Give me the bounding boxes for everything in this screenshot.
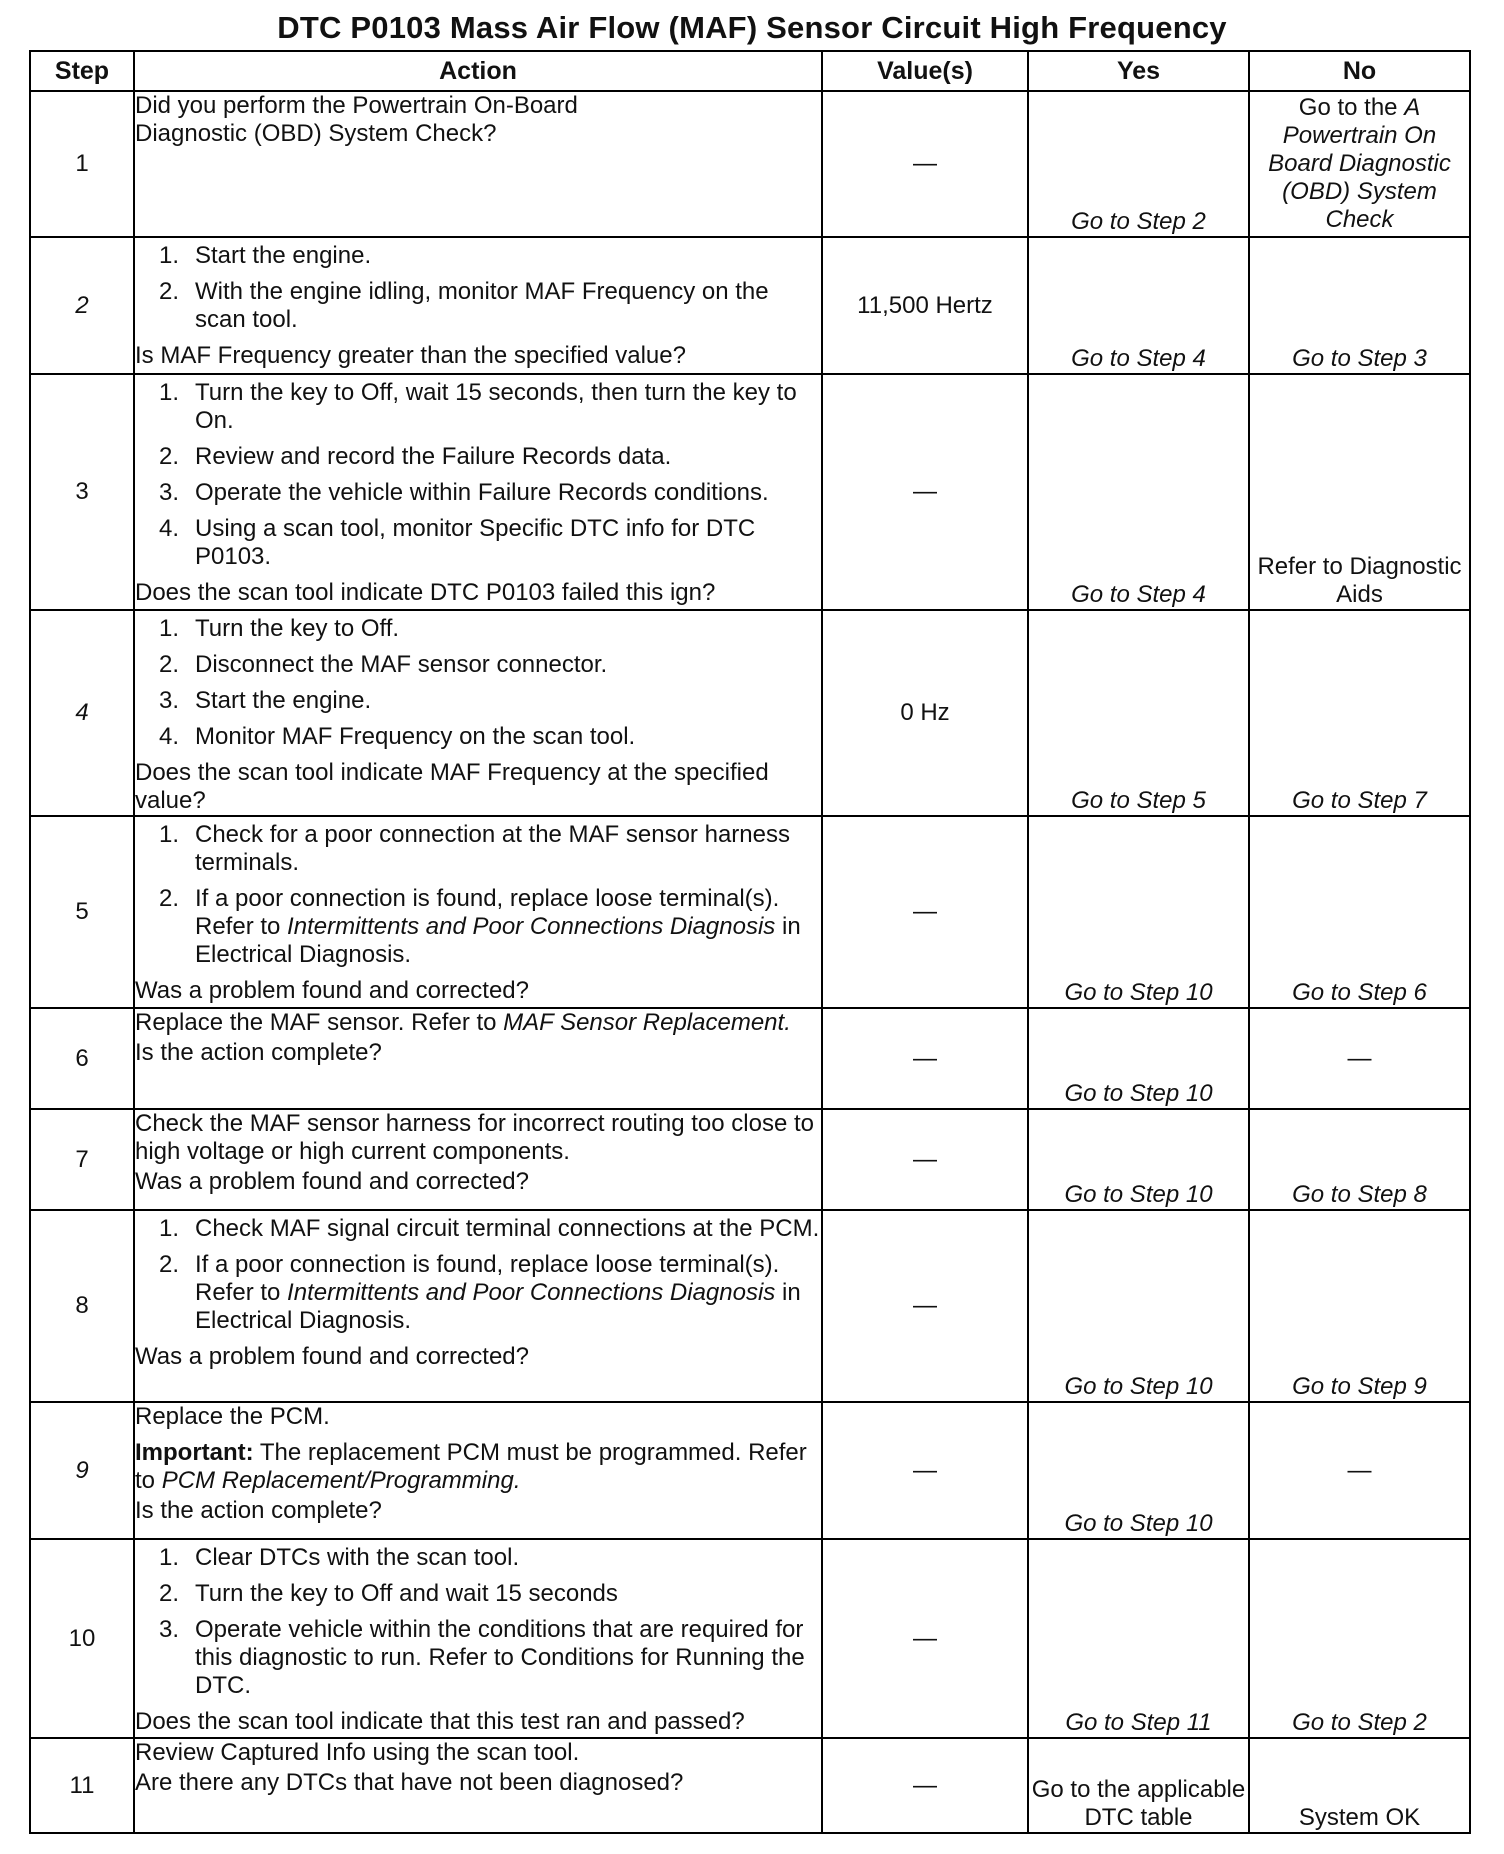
table-row: [30, 374, 1470, 610]
action-question: Does the scan tool indicate that this test ran and passed?: [135, 1708, 745, 1735]
table-row: [30, 237, 1470, 374]
table-row: [30, 1402, 1470, 1539]
action-item: 2. Turn the key to Off and wait 15 seconds: [159, 1580, 618, 1607]
reference-link[interactable]: PCM Replacement/Programming: [161, 1467, 514, 1494]
table-row: [30, 91, 1470, 237]
action-item: 1. Turn the key to Off, wait 15 seconds, then turn the key to On.: [159, 379, 797, 434]
action-cell: [134, 816, 822, 1008]
step-number: 3: [30, 374, 134, 610]
no-cell: —: [1249, 1008, 1470, 1109]
value-cell: —: [822, 91, 1028, 237]
step-number: 5: [30, 816, 134, 1008]
no-link[interactable]: Go to Step 3: [1249, 237, 1470, 374]
action-item: 4. Using a scan tool, monitor Specific DTC info for DTC P0103.: [159, 515, 756, 570]
value-cell: —: [822, 1008, 1028, 1109]
yes-link[interactable]: Go to Step 2: [1028, 91, 1249, 237]
yes-link[interactable]: Go to Step 4: [1028, 374, 1249, 610]
header-action: Action: [134, 51, 822, 91]
action-question: Does the scan tool indicate MAF Frequency at the specified value?: [135, 759, 769, 814]
action-cell: [134, 1210, 822, 1402]
yes-link[interactable]: Go to Step 10: [1028, 1008, 1249, 1109]
no-link[interactable]: Go to Step 7: [1249, 610, 1470, 816]
action-cell: [134, 1539, 822, 1738]
action-item: 4. Monitor MAF Frequency on the scan tool.: [159, 723, 636, 750]
yes-link[interactable]: Go to Step 10: [1028, 816, 1249, 1008]
step-number: 7: [30, 1109, 134, 1210]
value-cell: 11,500 Hertz: [822, 237, 1028, 374]
value-cell: —: [822, 1738, 1028, 1833]
action-list: [135, 821, 821, 969]
value-cell: —: [822, 1539, 1028, 1738]
action-item: 2. If a poor connection is found, replace loose terminal(s). Refer to Intermittents and Poor Connections Diagnosis in Electrical Diagnosis.: [159, 1251, 801, 1334]
no-text: Go to the: [1298, 94, 1398, 121]
value-cell: —: [822, 816, 1028, 1008]
action-item: 1. Check MAF signal circuit terminal connections at the PCM.: [159, 1215, 820, 1242]
header-values: Value(s): [822, 51, 1028, 91]
no-link[interactable]: Go to Step 6: [1249, 816, 1470, 1008]
header-no: No: [1249, 51, 1470, 91]
action-question: Does the scan tool indicate DTC P0103 failed this ign?: [135, 579, 716, 606]
no-cell: System OK: [1249, 1738, 1470, 1833]
no-link[interactable]: Go to Step 8: [1249, 1109, 1470, 1210]
no-cell: —: [1249, 1402, 1470, 1539]
action-item: 1. Clear DTCs with the scan tool.: [159, 1544, 520, 1571]
diagnostic-table: [29, 50, 1471, 1834]
action-item: 3. Operate vehicle within the conditions that are required for this diagnostic to run. Refer to Conditions for Running the DTC.: [159, 1616, 805, 1699]
action-item: 3. Start the engine.: [159, 687, 372, 714]
step-number: 6: [30, 1008, 134, 1109]
action-question: Is the action complete?: [135, 1039, 382, 1066]
yes-link[interactable]: Go to Step 4: [1028, 237, 1249, 374]
action-item: 2. With the engine idling, monitor MAF Frequency on the scan tool.: [159, 278, 769, 333]
action-item: 2. If a poor connection is found, replace loose terminal(s). Refer to Intermittents and Poor Connections Diagnosis in Electrical Diagnosis.: [159, 885, 801, 968]
action-item: 2. Disconnect the MAF sensor connector.: [159, 651, 608, 678]
yes-link[interactable]: Go to Step 10: [1028, 1210, 1249, 1402]
action-question: Was a problem found and corrected?: [135, 1343, 529, 1370]
table-row: [30, 1109, 1470, 1210]
action-cell: [134, 1402, 822, 1539]
action-item: 3. Operate the vehicle within Failure Records conditions.: [159, 479, 769, 506]
action-cell: [134, 1008, 822, 1109]
table-row: [30, 1738, 1470, 1833]
action-text: Did you perform the Powertrain On-Board: [135, 92, 578, 119]
step-number: 10: [30, 1539, 134, 1738]
yes-link[interactable]: Go to Step 5: [1028, 610, 1249, 816]
action-text: Diagnostic (OBD) System Check?: [135, 120, 497, 147]
no-link[interactable]: Go to Step 9: [1249, 1210, 1470, 1402]
step-number: 11: [30, 1738, 134, 1833]
action-question: Was a problem found and corrected?: [135, 1168, 529, 1195]
no-link[interactable]: Refer to Diagnostic Aids: [1249, 374, 1470, 610]
table-row: [30, 816, 1470, 1008]
header-row: [30, 51, 1470, 91]
no-link-text[interactable]: A Powertrain On Board Diagnostic (OBD) System Check: [1268, 94, 1451, 233]
action-item: 2. Review and record the Failure Records data.: [159, 443, 672, 470]
no-link[interactable]: Go to Step 2: [1249, 1539, 1470, 1738]
action-text: Replace the MAF sensor. Refer to MAF Sensor Replacement.: [135, 1009, 791, 1036]
action-cell: [134, 1109, 822, 1210]
table-row: [30, 1210, 1470, 1402]
action-text: Review Captured Info using the scan tool.: [135, 1739, 580, 1766]
action-list: [135, 615, 821, 751]
action-item: 1. Check for a poor connection at the MAF sensor harness terminals.: [159, 821, 790, 876]
value-cell: —: [822, 374, 1028, 610]
action-cell: [134, 1738, 822, 1833]
important-note: Important: The replacement PCM must be programmed. Refer to PCM Replacement/Programming.: [135, 1439, 807, 1494]
action-item: 1. Turn the key to Off.: [159, 615, 400, 642]
action-list: [135, 379, 821, 571]
yes-link[interactable]: Go to Step 10: [1028, 1109, 1249, 1210]
header-yes: Yes: [1028, 51, 1249, 91]
action-text: Check the MAF sensor harness for incorrect routing too close to high voltage or high current components.: [135, 1110, 814, 1165]
action-cell: [134, 374, 822, 610]
step-number: 9: [30, 1402, 134, 1539]
page-title: DTC P0103 Mass Air Flow (MAF) Sensor Circuit High Frequency: [277, 10, 1227, 45]
yes-link[interactable]: Go to the applicable DTC table: [1028, 1738, 1249, 1833]
value-cell: —: [822, 1109, 1028, 1210]
action-question: Are there any DTCs that have not been diagnosed?: [135, 1769, 684, 1796]
no-link[interactable]: [1249, 91, 1470, 237]
reference-link[interactable]: Intermittents and Poor Connections Diagnosis: [287, 1279, 776, 1306]
table-row: [30, 1008, 1470, 1109]
step-number: 8: [30, 1210, 134, 1402]
action-list: [135, 1215, 821, 1335]
step-number: 2: [30, 237, 134, 374]
action-cell: [134, 91, 822, 237]
table-row: [30, 610, 1470, 816]
action-list: [135, 1544, 821, 1700]
step-number: 1: [30, 91, 134, 237]
action-question: Was a problem found and corrected?: [135, 977, 529, 1004]
step-number: 4: [30, 610, 134, 816]
yes-link[interactable]: Go to Step 11: [1028, 1539, 1249, 1738]
header-step: Step: [30, 51, 134, 91]
value-cell: —: [822, 1402, 1028, 1539]
reference-link[interactable]: Intermittents and Poor Connections Diagnosis: [287, 913, 776, 940]
action-text: Replace the PCM.: [135, 1403, 330, 1430]
action-cell: [134, 237, 822, 374]
action-cell: [134, 610, 822, 816]
action-question: Is MAF Frequency greater than the specified value?: [135, 342, 686, 369]
table-row: [30, 1539, 1470, 1738]
value-cell: 0 Hz: [822, 610, 1028, 816]
action-list: [135, 242, 821, 334]
value-cell: —: [822, 1210, 1028, 1402]
action-item: 1. Start the engine.: [159, 242, 372, 269]
yes-link[interactable]: Go to Step 10: [1028, 1402, 1249, 1539]
reference-link[interactable]: MAF Sensor Replacement: [503, 1009, 785, 1036]
action-question: Is the action complete?: [135, 1497, 382, 1524]
